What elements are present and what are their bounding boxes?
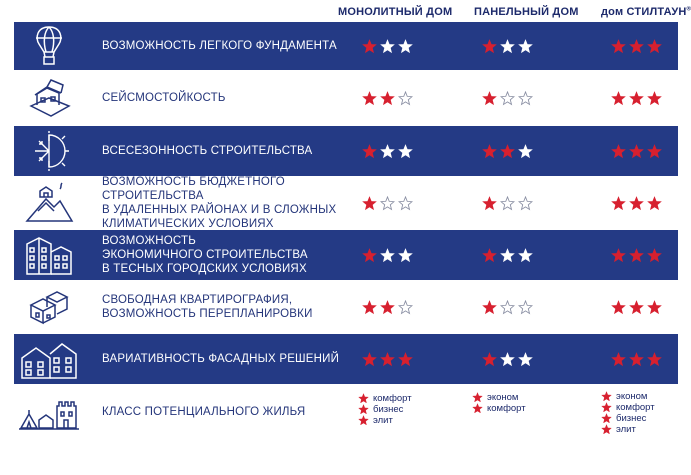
criterion-label	[102, 178, 382, 228]
filled-star-icon	[362, 39, 377, 54]
empty-star-icon	[398, 196, 413, 211]
empty-star-icon	[380, 248, 395, 263]
filled-star-icon	[647, 300, 662, 315]
housing-class-steeltown	[601, 391, 655, 435]
rating-steeltown	[611, 74, 662, 122]
empty-star-icon	[518, 144, 533, 159]
criterion-label	[102, 282, 382, 332]
rating-monolith	[362, 230, 413, 280]
rating-panel	[482, 126, 533, 176]
empty-star-icon	[500, 196, 515, 211]
filled-star-icon	[611, 91, 626, 106]
criterion-label-line: ВАРИАТИВНОСТЬ ФАСАДНЫХ РЕШЕНИЙ	[102, 353, 340, 365]
filled-star-icon	[482, 248, 497, 263]
empty-star-icon	[518, 352, 533, 367]
floor-plan-blocks-icon	[14, 282, 84, 332]
rating-panel	[482, 230, 533, 280]
empty-star-icon	[500, 91, 515, 106]
filled-star-icon	[647, 196, 662, 211]
empty-star-icon	[518, 248, 533, 263]
empty-star-icon	[518, 300, 533, 315]
city-buildings-icon	[14, 230, 84, 280]
filled-star-icon	[362, 196, 377, 211]
filled-star-icon	[358, 393, 369, 404]
filled-star-icon	[362, 91, 377, 106]
housing-class-label: комфорт	[373, 393, 412, 404]
empty-star-icon	[518, 196, 533, 211]
criterion-label-line: КЛИМАТИЧЕСКИХ УСЛОВИЯХ	[102, 218, 274, 230]
criterion-label-line: ВОЗМОЖНОСТЬ ЛЕГКОГО ФУНДАМЕНТА	[102, 40, 337, 52]
empty-star-icon	[518, 91, 533, 106]
comparison-row	[14, 22, 678, 70]
criterion-label	[102, 388, 382, 436]
criterion-label-line: В УДАЛЕННЫХ РАЙОНАХ И В СЛОЖНЫХ	[102, 204, 337, 216]
comparison-row	[14, 126, 678, 176]
housing-class-item	[601, 391, 655, 402]
filled-star-icon	[362, 248, 377, 263]
filled-star-icon	[629, 248, 644, 263]
filled-star-icon	[601, 424, 612, 435]
rating-steeltown	[611, 178, 662, 228]
filled-star-icon	[380, 352, 395, 367]
filled-star-icon	[380, 300, 395, 315]
filled-star-icon	[472, 403, 483, 414]
housing-class-label: элит	[373, 415, 393, 426]
empty-star-icon	[518, 39, 533, 54]
housing-class-label: эконом	[487, 392, 519, 403]
rating-monolith	[362, 126, 413, 176]
empty-star-icon	[500, 352, 515, 367]
empty-star-icon	[398, 144, 413, 159]
criterion-label-line: В ТЕСНЫХ ГОРОДСКИХ УСЛОВИЯХ	[102, 263, 307, 275]
filled-star-icon	[647, 39, 662, 54]
hot-air-balloon-icon	[14, 22, 84, 70]
filled-star-icon	[629, 39, 644, 54]
filled-star-icon	[629, 300, 644, 315]
comparison-row	[14, 178, 678, 228]
filled-star-icon	[482, 196, 497, 211]
filled-star-icon	[611, 352, 626, 367]
empty-star-icon	[500, 248, 515, 263]
column-header-panel: ПАНЕЛЬНЫЙ ДОМ	[474, 6, 579, 18]
criterion-label	[102, 334, 382, 384]
filled-star-icon	[482, 91, 497, 106]
rating-monolith	[362, 74, 413, 122]
comparison-row	[14, 388, 678, 436]
filled-star-icon	[611, 144, 626, 159]
filled-star-icon	[629, 352, 644, 367]
empty-star-icon	[398, 91, 413, 106]
rating-monolith	[362, 22, 413, 70]
housing-class-panel	[472, 392, 526, 414]
house-on-mountain-icon	[14, 178, 84, 228]
filled-star-icon	[472, 392, 483, 403]
rating-panel	[482, 334, 533, 384]
empty-star-icon	[398, 39, 413, 54]
housing-class-item	[601, 413, 655, 424]
filled-star-icon	[380, 91, 395, 106]
empty-star-icon	[380, 196, 395, 211]
criterion-label-line: СВОБОДНАЯ КВАРТИРОГРАФИЯ,	[102, 294, 293, 306]
empty-star-icon	[500, 39, 515, 54]
comparison-row	[14, 74, 678, 122]
filled-star-icon	[362, 144, 377, 159]
filled-star-icon	[647, 248, 662, 263]
rating-panel	[482, 74, 533, 122]
filled-star-icon	[611, 248, 626, 263]
criterion-label-line: ЭКОНОМИЧНОГО СТРОИТЕЛЬСТВА	[102, 249, 308, 261]
comparison-row	[14, 282, 678, 332]
filled-star-icon	[362, 300, 377, 315]
filled-star-icon	[601, 391, 612, 402]
housing-class-item	[358, 415, 412, 426]
column-header-steeltown: дом СТИЛТАУН®	[601, 6, 691, 18]
housing-class-label: элит	[616, 424, 636, 435]
criterion-label	[102, 74, 382, 122]
filled-star-icon	[601, 402, 612, 413]
rating-monolith	[362, 178, 413, 228]
filled-star-icon	[611, 39, 626, 54]
rating-steeltown	[611, 334, 662, 384]
facade-variants-icon	[14, 334, 84, 384]
filled-star-icon	[611, 300, 626, 315]
rating-steeltown	[611, 126, 662, 176]
criterion-label-line: КЛАСС ПОТЕНЦИАЛЬНОГО ЖИЛЬЯ	[102, 406, 306, 418]
housing-class-item	[358, 393, 412, 404]
criterion-label	[102, 22, 382, 70]
empty-star-icon	[500, 300, 515, 315]
empty-star-icon	[380, 144, 395, 159]
housing-class-item	[472, 403, 526, 414]
empty-star-icon	[380, 39, 395, 54]
filled-star-icon	[398, 352, 413, 367]
rating-panel	[482, 178, 533, 228]
filled-star-icon	[601, 413, 612, 424]
rating-panel	[482, 22, 533, 70]
housing-class-label: комфорт	[487, 403, 526, 414]
criterion-label	[102, 126, 382, 176]
filled-star-icon	[362, 352, 377, 367]
housing-class-item	[472, 392, 526, 403]
filled-star-icon	[629, 91, 644, 106]
filled-star-icon	[358, 404, 369, 415]
filled-star-icon	[482, 39, 497, 54]
column-header-monolith: МОНОЛИТНЫЙ ДОМ	[338, 6, 453, 18]
rating-monolith	[362, 334, 413, 384]
rating-monolith	[362, 282, 413, 332]
filled-star-icon	[482, 300, 497, 315]
criterion-label-line: ВСЕСЕЗОННОСТЬ СТРОИТЕЛЬСТВА	[102, 145, 313, 157]
filled-star-icon	[358, 415, 369, 426]
housing-class-item	[601, 424, 655, 435]
rating-steeltown	[611, 230, 662, 280]
housing-class-label: эконом	[616, 391, 648, 402]
housing-class-label: бизнес	[616, 413, 647, 424]
housing-class-label: бизнес	[373, 404, 404, 415]
filled-star-icon	[482, 144, 497, 159]
criterion-label-line: ВОЗМОЖНОСТЬ БЮДЖЕТНОГО СТРОИТЕЛЬСТВА	[102, 176, 285, 202]
filled-star-icon	[482, 352, 497, 367]
filled-star-icon	[629, 144, 644, 159]
filled-star-icon	[500, 144, 515, 159]
filled-star-icon	[647, 144, 662, 159]
rating-panel	[482, 282, 533, 332]
criterion-label-line: ВОЗМОЖНОСТЬ ПЕРЕПЛАНИРОВКИ	[102, 308, 313, 320]
rating-steeltown	[611, 22, 662, 70]
criterion-label	[102, 230, 382, 280]
sun-snowflake-icon	[14, 126, 84, 176]
filled-star-icon	[629, 196, 644, 211]
housing-class-item	[601, 402, 655, 413]
filled-star-icon	[647, 91, 662, 106]
comparison-row	[14, 230, 678, 280]
housing-class-item	[358, 404, 412, 415]
criterion-label-line: СЕЙСМОСТОЙКОСТЬ	[102, 92, 226, 104]
housing-class-label: комфорт	[616, 402, 655, 413]
empty-star-icon	[398, 300, 413, 315]
house-on-slab-icon	[14, 74, 84, 122]
housing-class-monolith	[358, 393, 412, 426]
filled-star-icon	[647, 352, 662, 367]
filled-star-icon	[611, 196, 626, 211]
empty-star-icon	[398, 248, 413, 263]
comparison-row	[14, 334, 678, 384]
criterion-label-line: ВОЗМОЖНОСТЬ	[102, 235, 197, 247]
tent-house-castle-icon	[14, 388, 84, 436]
rating-steeltown	[611, 282, 662, 332]
